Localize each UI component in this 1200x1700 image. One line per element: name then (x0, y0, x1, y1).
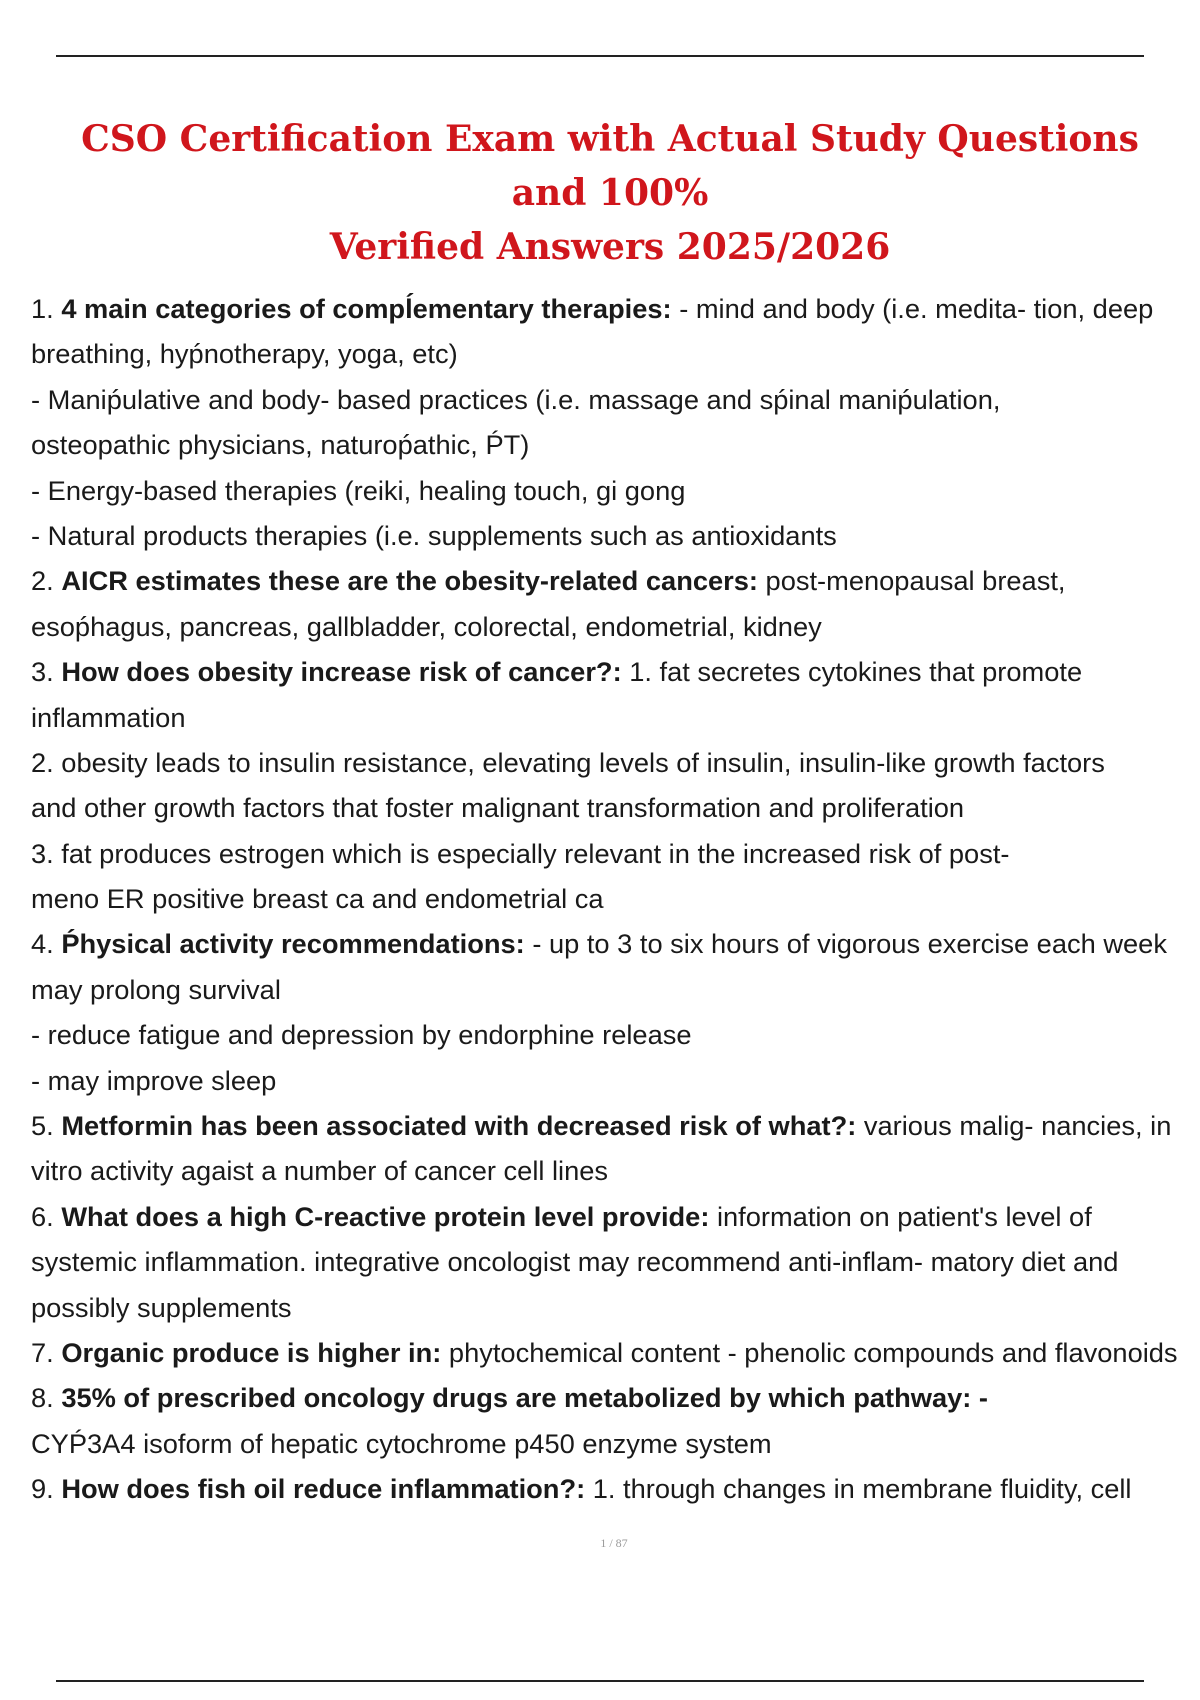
item-number: 4. (31, 928, 62, 960)
item-number: 5. (31, 1110, 62, 1142)
answer-text: and other growth factors that foster malignant transformation and proliferation (31, 792, 965, 824)
text-line (31, 1421, 1191, 1466)
answer-text: 2. obesity leads to insulin resistance, elevating levels of insulin, insulin-like growth factors (31, 746, 1105, 778)
answer-text: - up to 3 to six hours of vigorous exercise each week (524, 928, 1167, 960)
question-text: How does fish oil reduce inflammation?: (61, 1473, 586, 1505)
text-line (31, 1103, 1191, 1148)
answer-text: - Natural products therapies (i.e. supplements such as antioxidants (31, 519, 837, 551)
text-line (31, 1194, 1191, 1239)
document-title (40, 112, 1180, 274)
question-text: 4 main categories of compĺementary therapies: (61, 293, 672, 324)
item-number: 8. (31, 1382, 62, 1414)
text-line (31, 377, 1191, 422)
text-line (31, 876, 1191, 921)
answer-text: - reduce fatigue and depression by endorphine release (31, 1019, 692, 1051)
answer-text: - Energy-based therapies (reiki, healing touch, gi gong (31, 474, 686, 506)
text-line (31, 921, 1191, 966)
question-text: What does a high C-reactive protein level provide: (61, 1200, 710, 1232)
answer-text: systemic inflammation. integrative oncologist may recommend anti-inflam- matory diet and (31, 1246, 1119, 1278)
question-text: 35% of prescribed oncology drugs are metabolized by which pathway: - (61, 1382, 988, 1414)
question-text: Ṕhysical activity recommendations: (61, 928, 525, 960)
text-line (31, 1466, 1191, 1511)
text-line (31, 604, 1191, 649)
title-line-1: CSO Certification Exam with Actual Study Questions and 100% (81, 118, 1139, 214)
question-text: Organic produce is higher in: (61, 1336, 442, 1368)
item-number: 3. (31, 656, 62, 688)
answer-text: 3. fat produces estrogen which is especially relevant in the increased risk of post- (31, 837, 1010, 869)
text-line (31, 286, 1191, 331)
answer-text: osteopathic physicians, naturoṕathic, ṔT) (31, 429, 530, 461)
qa-content (31, 286, 1191, 1512)
text-line (31, 558, 1191, 603)
answer-text: vitro activity agaist a number of cancer cell lines (31, 1155, 609, 1187)
text-line (31, 967, 1191, 1012)
answer-text: - Maniṕulative and body- based practices (i.e. massage and sṕinal maniṕulation, (31, 383, 1001, 415)
text-line (31, 1239, 1191, 1284)
item-number: 6. (31, 1200, 62, 1232)
answer-text: inflammation (31, 701, 186, 733)
item-number: 2. (31, 565, 62, 597)
answer-text: 1. through changes in membrane fluidity, cell (585, 1473, 1132, 1505)
text-line (31, 1058, 1191, 1103)
item-number: 1. (31, 293, 62, 324)
answer-text: phytochemical content - phenolic compounds and flavonoids (441, 1336, 1178, 1368)
answer-text: various malig- nancies, in (856, 1110, 1172, 1142)
item-number: 7. (31, 1336, 62, 1368)
text-line (31, 1285, 1191, 1330)
text-line (31, 649, 1191, 694)
text-line (31, 785, 1191, 830)
answer-text: possibly supplements (31, 1291, 292, 1323)
text-line (31, 1012, 1191, 1057)
answer-text: - may improve sleep (31, 1064, 277, 1096)
text-line (31, 422, 1191, 467)
title-line-2: Verified Answers 2025/2026 (329, 226, 891, 268)
bottom-divider (56, 1680, 1144, 1682)
text-line (31, 740, 1191, 785)
answer-text: 1. fat secretes cytokines that promote (621, 656, 1083, 688)
answer-text: may prolong survival (31, 973, 281, 1005)
answer-text: breathing, hyṕnotherapy, yoga, etc) (31, 338, 458, 370)
text-line (31, 695, 1191, 740)
item-number: 9. (31, 1473, 62, 1505)
text-line (31, 1148, 1191, 1193)
question-text: Metformin has been associated with decreased risk of what?: (61, 1110, 857, 1142)
question-text: AICR estimates these are the obesity-related cancers: (61, 565, 758, 597)
question-text: How does obesity increase risk of cancer?: (61, 656, 622, 688)
text-line (31, 1330, 1191, 1375)
answer-text: CYṔ3A4 isoform of hepatic cytochrome p450 enzyme system (31, 1427, 772, 1459)
answer-text: information on patient's level of (709, 1200, 1092, 1232)
answer-text: - mind and body (i.e. medita- tion, deep (671, 293, 1154, 324)
text-line (31, 1375, 1191, 1420)
answer-text: meno ER positive breast ca and endometrial ca (31, 883, 604, 915)
answer-text: post-menopausal breast, (757, 565, 1066, 597)
top-divider (56, 55, 1144, 57)
answer-text: esoṕhagus, pancreas, gallbladder, colorectal, endometrial, kidney (31, 610, 822, 642)
text-line (31, 468, 1191, 513)
text-line (31, 331, 1191, 376)
page-number: 1 / 87 (600, 1536, 628, 1550)
text-line (31, 831, 1191, 876)
text-line (31, 513, 1191, 558)
